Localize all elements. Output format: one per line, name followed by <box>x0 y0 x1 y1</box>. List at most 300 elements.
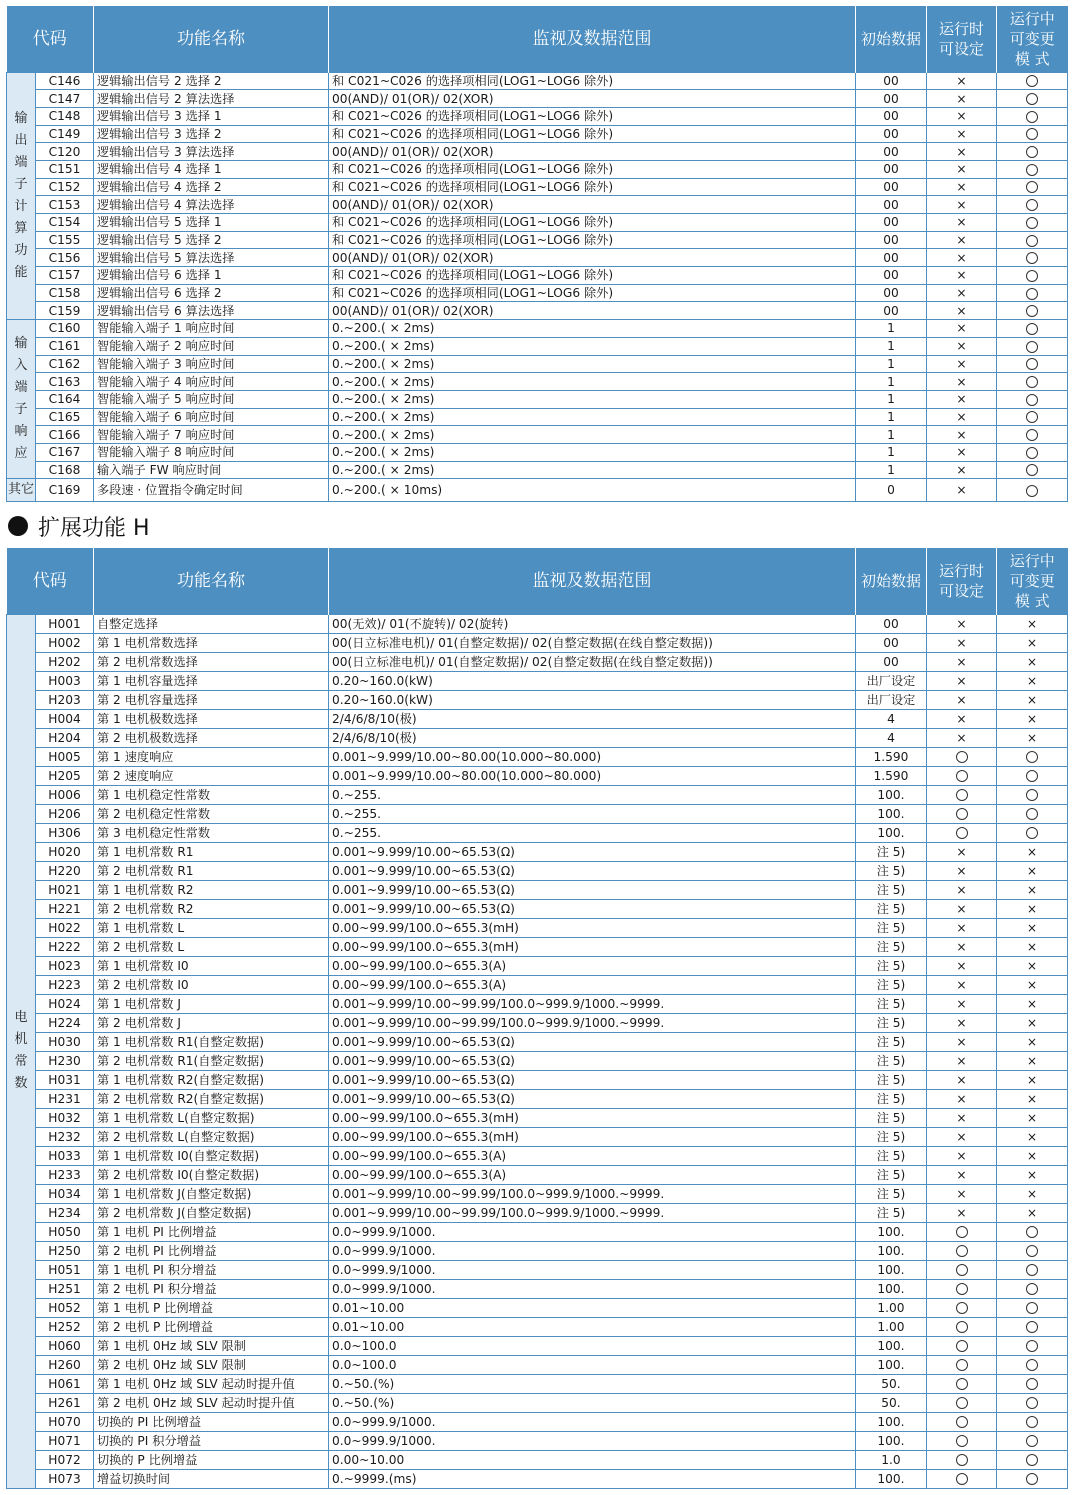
cell-name: 智能输入端子 6 响应时间 <box>94 408 329 426</box>
table-row <box>7 107 1068 125</box>
cell-code: C156 <box>36 249 94 267</box>
cell-init: 注 5) <box>856 1127 927 1146</box>
cell-run-set: × <box>927 90 997 108</box>
cell-init: 00 <box>856 633 927 652</box>
cell-name: 第 1 电机 PI 比例增益 <box>94 1222 329 1241</box>
cell-run-change: × <box>997 1051 1068 1070</box>
cell-init: 00 <box>856 652 927 671</box>
circle-icon <box>956 770 968 782</box>
table-row <box>7 880 1068 899</box>
cell-range: 和 C021~C026 的选择项相同(LOG1~LOG6 除外) <box>329 267 856 285</box>
cell-range: 0.0~100.0 <box>329 1355 856 1374</box>
cell-init: 00 <box>856 178 927 196</box>
cell-run-change <box>997 90 1068 108</box>
cell-range: 0.001~9.999/10.00~65.53(Ω) <box>329 1032 856 1051</box>
cell-run-set: × <box>927 355 997 373</box>
cell-range: 0.001~9.999/10.00~65.53(Ω) <box>329 1070 856 1089</box>
cell-init: 1 <box>856 443 927 461</box>
cell-run-change: × <box>997 728 1068 747</box>
cell-code: H204 <box>36 728 94 747</box>
table-row <box>7 178 1068 196</box>
cell-name: 自整定选择 <box>94 614 329 633</box>
table-row <box>7 652 1068 671</box>
cell-code: H031 <box>36 1070 94 1089</box>
cell-run-change: × <box>997 709 1068 728</box>
cell-name: 第 1 电机常数 L(自整定数据) <box>94 1108 329 1127</box>
cell-name: 逻辑输出信号 6 选择 2 <box>94 284 329 302</box>
cell-range: 0.~255. <box>329 804 856 823</box>
cell-run-change: × <box>997 690 1068 709</box>
circle-icon <box>956 751 968 763</box>
circle-icon <box>956 1226 968 1238</box>
cell-run-change <box>997 160 1068 178</box>
cell-init: 00 <box>856 72 927 90</box>
cell-code: C164 <box>36 390 94 408</box>
cell-name: 第 2 电机 P 比例增益 <box>94 1317 329 1336</box>
cell-range: 0.01~10.00 <box>329 1317 856 1336</box>
cell-range: 2/4/6/8/10(极) <box>329 728 856 747</box>
circle-icon <box>1026 1321 1038 1333</box>
cell-range: 和 C021~C026 的选择项相同(LOG1~LOG6 除外) <box>329 178 856 196</box>
cell-run-change <box>997 823 1068 842</box>
cell-run-change <box>997 408 1068 426</box>
circle-icon <box>956 1473 968 1485</box>
cell-code: H220 <box>36 861 94 880</box>
cell-range: 0.00~99.99/100.0~655.3(A) <box>329 956 856 975</box>
cell-run-change <box>997 1222 1068 1241</box>
cell-code: H222 <box>36 937 94 956</box>
cell-range: 0.001~9.999/10.00~99.99/100.0~999.9/1000.~9999. <box>329 1203 856 1222</box>
circle-icon <box>1026 252 1038 264</box>
cell-name: 第 2 电机常数 L <box>94 937 329 956</box>
cell-run-set: × <box>927 956 997 975</box>
circle-icon <box>956 1340 968 1352</box>
table-row <box>7 1032 1068 1051</box>
cell-code: H230 <box>36 1051 94 1070</box>
cell-init: 100. <box>856 804 927 823</box>
cell-run-set: × <box>927 373 997 391</box>
table-row <box>7 1184 1068 1203</box>
cell-range: 0.~200.( × 2ms) <box>329 320 856 338</box>
cell-run-set <box>927 1431 997 1450</box>
cell-range: 0.~200.( × 10ms) <box>329 479 856 502</box>
cell-run-set <box>927 766 997 785</box>
cell-run-change <box>997 1431 1068 1450</box>
cell-code: C147 <box>36 90 94 108</box>
cell-range: 0.0~999.9/1000. <box>329 1412 856 1431</box>
cell-run-change <box>997 355 1068 373</box>
table-row <box>7 785 1068 804</box>
circle-icon <box>1026 1340 1038 1352</box>
cell-init: 注 5) <box>856 1184 927 1203</box>
table-row <box>7 390 1068 408</box>
cell-range: 0.001~9.999/10.00~99.99/100.0~999.9/1000.~9999. <box>329 1184 856 1203</box>
table-row <box>7 1336 1068 1355</box>
cell-run-change <box>997 1317 1068 1336</box>
circle-icon <box>1026 146 1038 158</box>
cell-init: 00 <box>856 107 927 125</box>
cell-run-change <box>997 373 1068 391</box>
cell-init: 注 5) <box>856 1070 927 1089</box>
cell-range: 和 C021~C026 的选择项相同(LOG1~LOG6 除外) <box>329 107 856 125</box>
cell-range: 0.~9999.(ms) <box>329 1469 856 1488</box>
cell-run-set: × <box>927 937 997 956</box>
cell-run-change <box>997 337 1068 355</box>
cell-run-set <box>927 1222 997 1241</box>
cell-run-change <box>997 320 1068 338</box>
cell-run-change: × <box>997 918 1068 937</box>
cell-run-change: × <box>997 975 1068 994</box>
cell-range: 0.001~9.999/10.00~65.53(Ω) <box>329 861 856 880</box>
cell-run-set <box>927 1469 997 1488</box>
cell-code: C161 <box>36 337 94 355</box>
cell-range: 00(日立标准电机)/ 01(自整定数据)/ 02(自整定数据(在线自整定数据)) <box>329 633 856 652</box>
cell-run-set: × <box>927 728 997 747</box>
cell-run-change <box>997 1393 1068 1412</box>
cell-range: 2/4/6/8/10(极) <box>329 709 856 728</box>
cell-run-set <box>927 1317 997 1336</box>
cell-code: H061 <box>36 1374 94 1393</box>
cell-range: 0.00~99.99/100.0~655.3(mH) <box>329 937 856 956</box>
table-row <box>7 337 1068 355</box>
cell-run-change <box>997 1469 1068 1488</box>
cell-name: 第 1 速度响应 <box>94 747 329 766</box>
cell-range: 0.~255. <box>329 785 856 804</box>
cell-init: 00 <box>856 302 927 320</box>
cell-name: 逻辑输出信号 5 选择 2 <box>94 231 329 249</box>
cell-run-change: × <box>997 1127 1068 1146</box>
cell-run-change: × <box>997 1203 1068 1222</box>
cell-run-change: × <box>997 861 1068 880</box>
circle-icon <box>956 1435 968 1447</box>
cell-range: 和 C021~C026 的选择项相同(LOG1~LOG6 除外) <box>329 72 856 90</box>
table-row <box>7 1450 1068 1469</box>
cell-code: C166 <box>36 426 94 444</box>
cell-init: 00 <box>856 125 927 143</box>
header-name: 功能名称 <box>94 548 329 614</box>
cell-run-change <box>997 249 1068 267</box>
cell-run-set <box>927 1298 997 1317</box>
bullet-icon <box>8 516 28 536</box>
cell-run-change <box>997 231 1068 249</box>
table-row <box>7 302 1068 320</box>
cell-run-change <box>997 461 1068 479</box>
cell-code: H060 <box>36 1336 94 1355</box>
circle-icon <box>1026 827 1038 839</box>
cell-run-change: × <box>997 652 1068 671</box>
table-row <box>7 1241 1068 1260</box>
cell-name: 第 2 电机常数选择 <box>94 652 329 671</box>
cell-range: 00(AND)/ 01(OR)/ 02(XOR) <box>329 196 856 214</box>
cell-init: 注 5) <box>856 861 927 880</box>
circle-icon <box>1026 341 1038 353</box>
cell-run-change <box>997 390 1068 408</box>
cell-name: 第 2 电机常数 L(自整定数据) <box>94 1127 329 1146</box>
circle-icon <box>956 1302 968 1314</box>
cell-run-change <box>997 107 1068 125</box>
circle-icon <box>1026 181 1038 193</box>
cell-name: 第 1 电机常数选择 <box>94 633 329 652</box>
table-row <box>7 747 1068 766</box>
cell-name: 智能输入端子 1 响应时间 <box>94 320 329 338</box>
circle-icon <box>956 1378 968 1390</box>
cell-init: 00 <box>856 267 927 285</box>
cell-name: 第 2 电机极数选择 <box>94 728 329 747</box>
cell-range: 0.0~999.9/1000. <box>329 1279 856 1298</box>
cell-code: H020 <box>36 842 94 861</box>
cell-name: 第 1 电机常数 R1(自整定数据) <box>94 1032 329 1051</box>
header-code: 代码 <box>7 6 94 72</box>
cell-init: 注 5) <box>856 1032 927 1051</box>
cell-name: 输入端子 FW 响应时间 <box>94 461 329 479</box>
cell-range: 0.001~9.999/10.00~99.99/100.0~999.9/1000.~9999. <box>329 1013 856 1032</box>
cell-run-set: × <box>927 1108 997 1127</box>
cell-init: 100. <box>856 1469 927 1488</box>
cell-run-set: × <box>927 880 997 899</box>
cell-run-set: × <box>927 107 997 125</box>
table-row <box>7 1203 1068 1222</box>
cell-run-change <box>997 426 1068 444</box>
table-row <box>7 804 1068 823</box>
cell-name: 第 2 电机常数 R2(自整定数据) <box>94 1089 329 1108</box>
cell-init: 1.590 <box>856 766 927 785</box>
cell-init: 00 <box>856 160 927 178</box>
table-row <box>7 1355 1068 1374</box>
circle-icon <box>1026 1416 1038 1428</box>
table-row <box>7 143 1068 161</box>
cell-range: 00(AND)/ 01(OR)/ 02(XOR) <box>329 90 856 108</box>
cell-code: H073 <box>36 1469 94 1488</box>
circle-icon <box>1026 1359 1038 1371</box>
cell-code: H203 <box>36 690 94 709</box>
cell-code: C146 <box>36 72 94 90</box>
circle-icon <box>1026 1226 1038 1238</box>
cell-code: H030 <box>36 1032 94 1051</box>
cell-run-set: × <box>927 671 997 690</box>
header-init: 初始数据 <box>856 548 927 614</box>
cell-init: 注 5) <box>856 1108 927 1127</box>
cell-init: 注 5) <box>856 918 927 937</box>
cell-run-change: × <box>997 1089 1068 1108</box>
cell-run-set: × <box>927 861 997 880</box>
cell-code: H023 <box>36 956 94 975</box>
cell-run-change <box>997 267 1068 285</box>
table-row <box>7 975 1068 994</box>
table-row <box>7 956 1068 975</box>
cell-init: 00 <box>856 90 927 108</box>
section-title-text: 扩展功能 H <box>38 515 150 541</box>
cell-init: 100. <box>856 1279 927 1298</box>
cell-range: 和 C021~C026 的选择项相同(LOG1~LOG6 除外) <box>329 214 856 232</box>
circle-icon <box>956 1416 968 1428</box>
cell-run-set: × <box>927 614 997 633</box>
cell-code: H261 <box>36 1393 94 1412</box>
cell-code: H033 <box>36 1146 94 1165</box>
cell-name: 智能输入端子 2 响应时间 <box>94 337 329 355</box>
circle-icon <box>1026 199 1038 211</box>
cell-code: C157 <box>36 267 94 285</box>
header-name: 功能名称 <box>94 6 329 72</box>
cell-range: 0.~50.(%) <box>329 1374 856 1393</box>
cell-init: 00 <box>856 143 927 161</box>
cell-run-set: × <box>927 284 997 302</box>
table-row <box>7 267 1068 285</box>
cell-range: 0.01~10.00 <box>329 1298 856 1317</box>
table-row <box>7 1165 1068 1184</box>
table-row <box>7 443 1068 461</box>
cell-run-set <box>927 747 997 766</box>
cell-run-change <box>997 1450 1068 1469</box>
cell-name: 逻辑输出信号 4 选择 2 <box>94 178 329 196</box>
cell-init: 00 <box>856 196 927 214</box>
table-row <box>7 633 1068 652</box>
table-row <box>7 1431 1068 1450</box>
cell-name: 第 1 电机常数 L <box>94 918 329 937</box>
cell-run-set: × <box>927 1013 997 1032</box>
circle-icon <box>1026 217 1038 229</box>
cell-name: 第 1 电机 PI 积分增益 <box>94 1260 329 1279</box>
cell-run-set: × <box>927 160 997 178</box>
cell-range: 0.~200.( × 2ms) <box>329 426 856 444</box>
cell-code: H252 <box>36 1317 94 1336</box>
cell-name: 第 1 电机 0Hz 域 SLV 起动时提升值 <box>94 1374 329 1393</box>
cell-code: H202 <box>36 652 94 671</box>
cell-range: 0.001~9.999/10.00~65.53(Ω) <box>329 1051 856 1070</box>
cell-code: C163 <box>36 373 94 391</box>
cell-run-set: × <box>927 214 997 232</box>
table-row <box>7 1051 1068 1070</box>
cell-name: 第 1 电机极数选择 <box>94 709 329 728</box>
cell-init: 出厂设定 <box>856 671 927 690</box>
cell-name: 切换的 PI 积分增益 <box>94 1431 329 1450</box>
circle-icon <box>1026 447 1038 459</box>
cell-init: 1 <box>856 426 927 444</box>
table-row <box>7 160 1068 178</box>
circle-icon <box>1026 358 1038 370</box>
cell-run-set: × <box>927 975 997 994</box>
cell-name: 逻辑输出信号 5 算法选择 <box>94 249 329 267</box>
cell-init: 1 <box>856 390 927 408</box>
cell-name: 第 2 电机 0Hz 域 SLV 起动时提升值 <box>94 1393 329 1412</box>
circle-icon <box>1026 1473 1038 1485</box>
cell-range: 0.00~99.99/100.0~655.3(A) <box>329 1165 856 1184</box>
circle-icon <box>1026 394 1038 406</box>
group-label: 输 入 端 子 响 应 <box>7 320 36 479</box>
cell-run-change <box>997 1298 1068 1317</box>
header-code: 代码 <box>7 548 94 614</box>
cell-run-change: × <box>997 899 1068 918</box>
table2-body <box>7 614 1068 1488</box>
cell-code: C158 <box>36 284 94 302</box>
table-row <box>7 690 1068 709</box>
cell-name: 第 2 电机常数 R1 <box>94 861 329 880</box>
cell-init: 00 <box>856 249 927 267</box>
cell-run-change <box>997 1241 1068 1260</box>
cell-run-set <box>927 1393 997 1412</box>
cell-name: 第 2 电机常数 J(自整定数据) <box>94 1203 329 1222</box>
cell-run-set: × <box>927 652 997 671</box>
cell-range: 0.0~100.0 <box>329 1336 856 1355</box>
cell-range: 00(AND)/ 01(OR)/ 02(XOR) <box>329 143 856 161</box>
cell-code: H005 <box>36 747 94 766</box>
cell-code: H006 <box>36 785 94 804</box>
table-row <box>7 1317 1068 1336</box>
table-row <box>7 671 1068 690</box>
cell-code: H221 <box>36 899 94 918</box>
circle-icon <box>956 1359 968 1371</box>
cell-range: 0.0~999.9/1000. <box>329 1260 856 1279</box>
cell-run-set: × <box>927 1032 997 1051</box>
cell-range: 0.~200.( × 2ms) <box>329 355 856 373</box>
cell-name: 逻辑输出信号 3 选择 1 <box>94 107 329 125</box>
cell-run-set <box>927 1412 997 1431</box>
circle-icon <box>1026 235 1038 247</box>
cell-name: 智能输入端子 8 响应时间 <box>94 443 329 461</box>
cell-code: H002 <box>36 633 94 652</box>
cell-init: 1 <box>856 461 927 479</box>
table-row <box>7 1374 1068 1393</box>
cell-init: 100. <box>856 1355 927 1374</box>
cell-name: 第 1 电机 P 比例增益 <box>94 1298 329 1317</box>
cell-run-change: × <box>997 956 1068 975</box>
circle-icon <box>956 1283 968 1295</box>
cell-code: H260 <box>36 1355 94 1374</box>
circle-icon <box>1026 288 1038 300</box>
cell-code: H223 <box>36 975 94 994</box>
cell-init: 0 <box>856 479 927 502</box>
circle-icon <box>1026 128 1038 140</box>
circle-icon <box>1026 1283 1038 1295</box>
cell-name: 第 1 电机常数 I0 <box>94 956 329 975</box>
cell-run-set: × <box>927 690 997 709</box>
circle-icon <box>1026 1397 1038 1409</box>
cell-name: 第 1 电机常数 R1 <box>94 842 329 861</box>
section-title <box>8 511 150 541</box>
cell-run-set: × <box>927 479 997 502</box>
group-label: 电 机 常 数 <box>7 614 36 1488</box>
circle-icon <box>1026 411 1038 423</box>
cell-range: 0.00~99.99/100.0~655.3(mH) <box>329 1127 856 1146</box>
circle-icon <box>1026 1378 1038 1390</box>
cell-run-set <box>927 1355 997 1374</box>
cell-code: H022 <box>36 918 94 937</box>
cell-name: 第 2 电机 PI 比例增益 <box>94 1241 329 1260</box>
circle-icon <box>1026 751 1038 763</box>
cell-run-set: × <box>927 1127 997 1146</box>
cell-run-change: × <box>997 1070 1068 1089</box>
cell-run-change <box>997 196 1068 214</box>
cell-name: 切换的 P 比例增益 <box>94 1450 329 1469</box>
cell-code: H251 <box>36 1279 94 1298</box>
cell-run-change: × <box>997 633 1068 652</box>
cell-code: C149 <box>36 125 94 143</box>
header-run-set: 运行时 可设定 <box>927 548 997 614</box>
cell-run-set: × <box>927 899 997 918</box>
cell-run-set <box>927 785 997 804</box>
table-row <box>7 320 1068 338</box>
cell-code: C167 <box>36 443 94 461</box>
circle-icon <box>1026 305 1038 317</box>
table1-body <box>7 72 1068 502</box>
cell-init: 4 <box>856 709 927 728</box>
cell-run-set: × <box>927 390 997 408</box>
cell-init: 注 5) <box>856 975 927 994</box>
cell-name: 第 2 电机稳定性常数 <box>94 804 329 823</box>
cell-code: H024 <box>36 994 94 1013</box>
cell-name: 第 1 电机常数 R2(自整定数据) <box>94 1070 329 1089</box>
cell-init: 1 <box>856 355 927 373</box>
cell-run-set: × <box>927 1051 997 1070</box>
